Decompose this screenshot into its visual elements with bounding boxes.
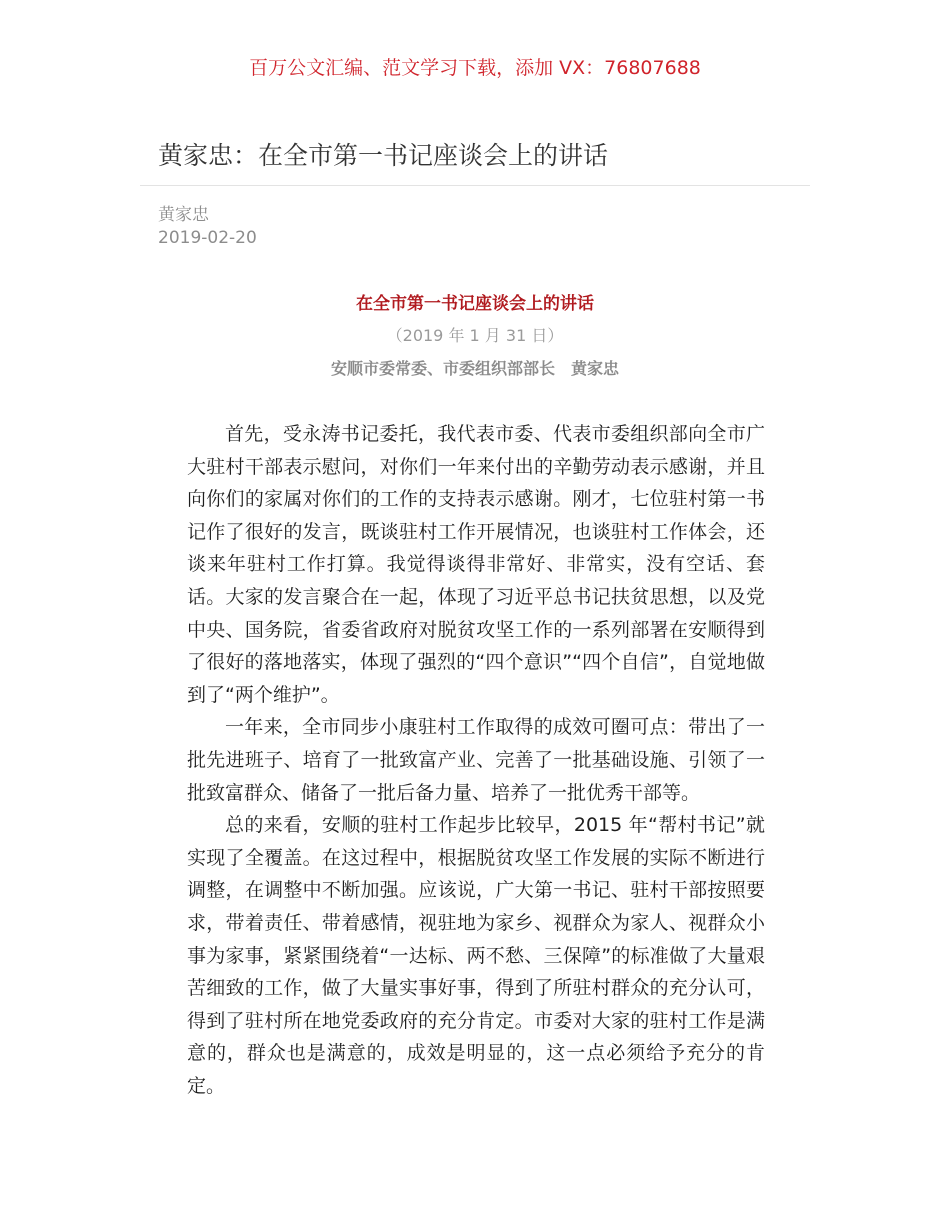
body-paragraph: 一年来，全市同步小康驻村工作取得的成效可圈可点：带出了一批先进班子、培育了一批致富产业、完善了一批基础设施、引领了一批致富群众、储备了一批后备力量、培养了一批优秀干部等。 bbox=[187, 716, 765, 804]
article-title: 黄家忠：在全市第一书记座谈会上的讲话 bbox=[158, 141, 609, 170]
speech-date: （2019 年 1 月 31 日） bbox=[386, 326, 564, 345]
speaker-line: 安顺市委常委、市委组织部部长 黄家忠 bbox=[330, 359, 619, 378]
speech-title: 在全市第一书记座谈会上的讲话 bbox=[356, 294, 594, 314]
title-divider bbox=[140, 185, 810, 186]
body-paragraph: 首先，受永涛书记委托，我代表市委、代表市委组织部向全市广大驻村干部表示慰问，对你们一年来付出的辛勤劳动表示感谢，并且向你们的家属对你们的工作的支持表示感谢。刚才，七位驻村第一书记作了很好的发言，既谈驻村工作开展情况，也谈驻村工作体会，还谈来年驻村工作打算。我觉得谈得非常好、非常实，没有空话、套话。大家的发言聚合在一起，体现了习近平总书记扶贫思想，以及党中央、国务院，省委省政府对脱贫攻坚工作的一系列部署在安顺得到了很好的落地落实，体现了强烈的“四个意识”“四个自信”，自觉地做到了“两个维护”。 bbox=[187, 423, 765, 706]
body-paragraph: 总的来看，安顺的驻村工作起步比较早，2015 年“帮村书记”就实现了全覆盖。在这过程中，根据脱贫攻坚工作发展的实际不断进行调整，在调整中不断加强。应该说，广大第一书记、驻村干部按照要求，带着责任、带着感情，视驻地为家乡、视群众为家人、视群众小事为家事，紧紧围绕着“一达标、两不愁、三保障”的标准做了大量艰苦细致的工作，做了大量实事好事，得到了所驻村群众的充分认可，得到了驻村所在地党委政府的充分肯定。市委对大家的驻村工作是满意的，群众也是满意的，成效是明显的，这一点必须给予充分的肯定。 bbox=[187, 814, 765, 1097]
promo-banner: 百万公文汇编、范文学习下载，添加 VX：76807688 bbox=[249, 57, 701, 79]
article-author: 黄家忠 bbox=[158, 205, 209, 225]
article-date: 2019-02-20 bbox=[158, 228, 257, 248]
speech-body bbox=[187, 418, 765, 1102]
